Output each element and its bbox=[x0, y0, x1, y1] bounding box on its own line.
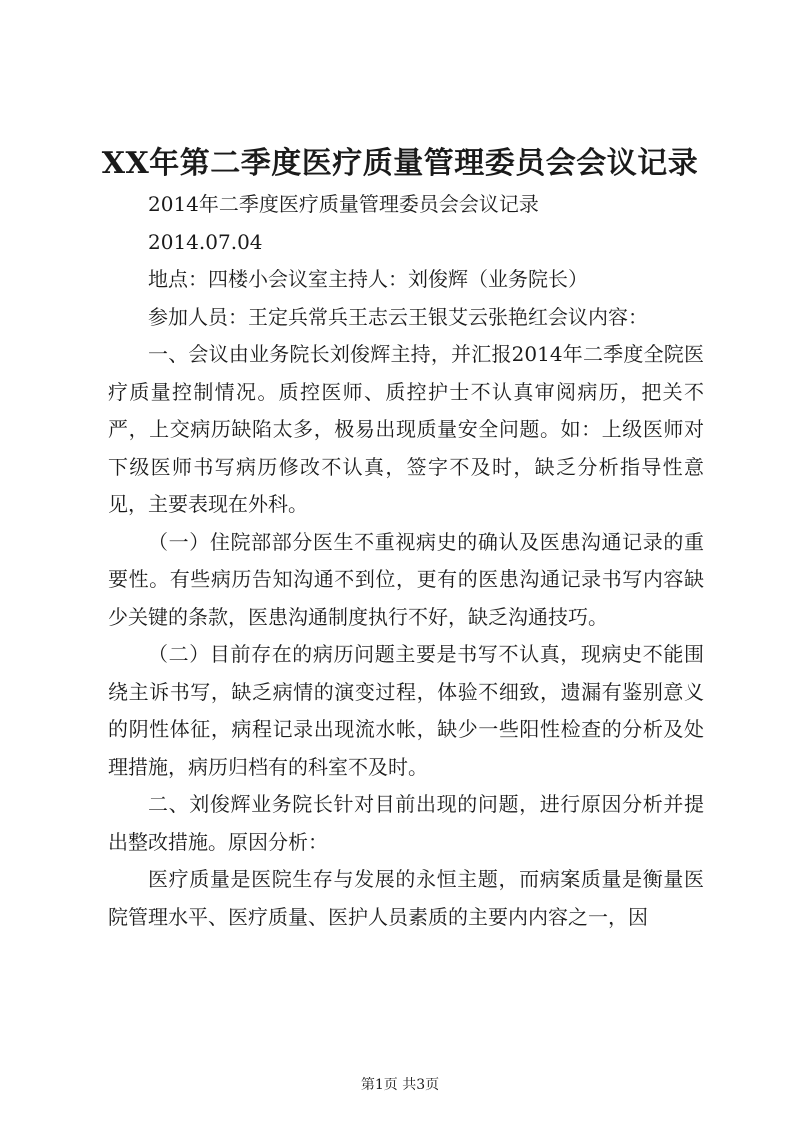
paragraph-section-1: 一、会议由业务院长刘俊辉主持，并汇报2014年二季度全院医疗质量控制情况。质控医师、质控护士不认真审阅病历，把关不严，上交病历缺陷太多，极易出现质量安全问题。如：上级医师对下级医师书写病历修改不认真，签字不及时，缺乏分析指导性意见，主要表现在外科。 bbox=[108, 342, 704, 516]
paragraph-section-1-item-1: （一）住院部部分医生不重视病史的确认及医患沟通记录的重要性。有些病历告知沟通不到位，更有的医患沟通记录书写内容缺少关键的条款，医患沟通制度执行不好，缺乏沟通技巧。 bbox=[108, 529, 704, 629]
document-body bbox=[108, 186, 704, 936]
paragraph-analysis: 医疗质量是医院生存与发展的永恒主题，而病案质量是衡量医院管理水平、医疗质量、医护人员素质的主要内内容之一，因 bbox=[108, 867, 704, 929]
page-footer: 第1页 共3页 bbox=[360, 1077, 440, 1093]
paragraph-section-1-item-2: （二）目前存在的病历问题主要是书写不认真，现病史不能围绕主诉书写，缺乏病情的演变过程，体验不细致，遗漏有鉴别意义的阴性体征，病程记录出现流水帐，缺少一些阳性检查的分析及处理措施，病历归档有的科室不及时。 bbox=[108, 642, 704, 779]
paragraph-section-2: 二、刘俊辉业务院长针对目前出现的问题，进行原因分析并提出整改措施。原因分析： bbox=[108, 792, 704, 854]
paragraph-attendees: 参加人员：王定兵常兵王志云王银艾云张艳红会议内容： bbox=[148, 304, 648, 329]
paragraph-location-host: 地点：四楼小会议室主持人：刘俊辉（业务院长） bbox=[148, 267, 588, 291]
paragraph-subtitle: 2014年二季度医疗质量管理委员会会议记录 bbox=[148, 192, 539, 216]
paragraph-date: 2014.07.04 bbox=[148, 229, 263, 254]
document-title: XX年第二季度医疗质量管理委员会会议记录 bbox=[101, 146, 699, 181]
